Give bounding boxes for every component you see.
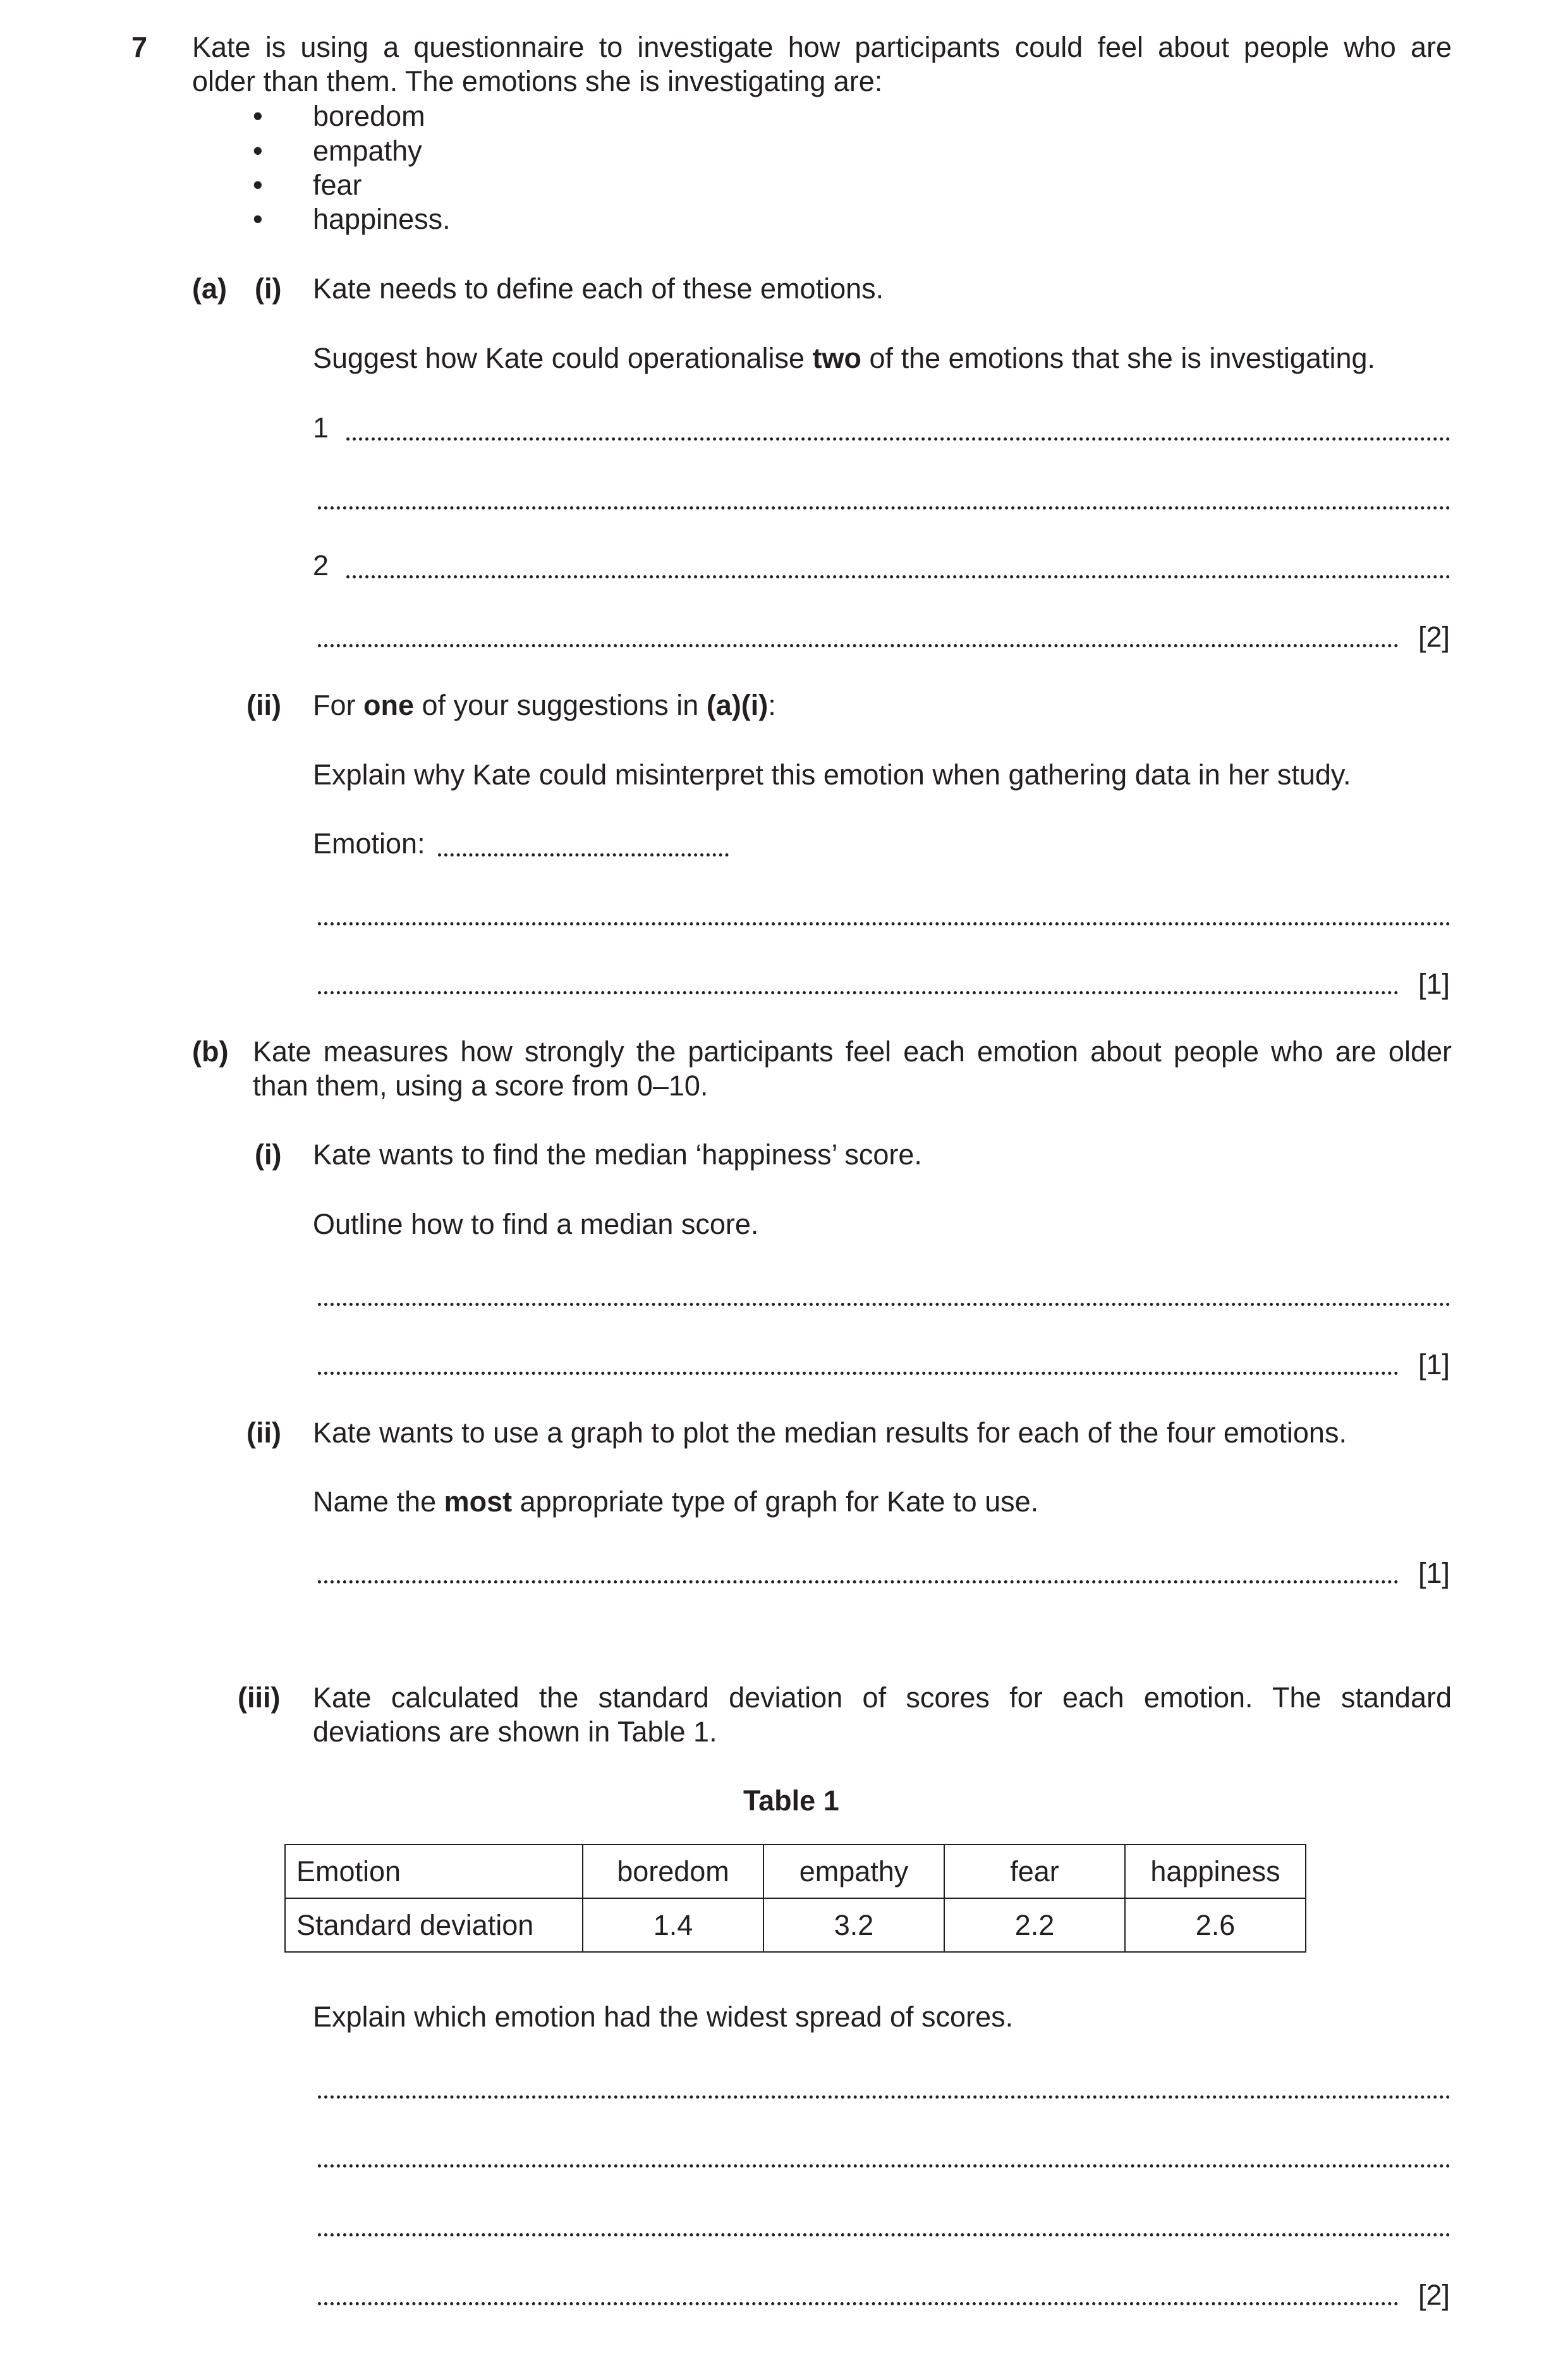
- answer-line[interactable]: [318, 991, 1399, 994]
- prompt-text: appropriate type of graph for Kate to use.: [512, 1485, 1039, 1518]
- prompt-text: of the emotions that she is investigating.: [861, 342, 1375, 374]
- marks-indicator: [2]: [1418, 621, 1450, 653]
- answer-line[interactable]: [318, 1580, 1399, 1583]
- answer-line[interactable]: [318, 2095, 1450, 2099]
- emotion-item: empathy: [313, 135, 422, 167]
- table-cell: 2.2: [944, 1898, 1125, 1952]
- part-b-iii-text-line2: deviations are shown in Table 1.: [313, 1716, 717, 1748]
- part-b-intro-line2: than them, using a score from 0–10.: [253, 1070, 708, 1102]
- part-b-i-text: Kate wants to find the median ‘happiness’ score.: [313, 1138, 922, 1171]
- table-header-cell: happiness: [1125, 1844, 1306, 1898]
- table-cell: 3.2: [763, 1898, 944, 1952]
- emotion-label: Emotion:: [313, 827, 425, 860]
- text: of your suggestions in: [414, 689, 707, 721]
- prompt-text: Name the: [313, 1485, 444, 1518]
- question-intro-line2: older than them. The emotions she is investigating are:: [192, 65, 883, 97]
- part-b-iii-text-line1: Kate calculated the standard deviation of scores for each emotion. The standard: [313, 1681, 1452, 1714]
- part-a-ii-prompt: Explain why Kate could misinterpret this emotion when gathering data in her study.: [313, 759, 1351, 791]
- emotion-item: happiness.: [313, 203, 451, 235]
- answer-line[interactable]: [346, 575, 1450, 578]
- prompt-emphasis: two: [812, 342, 862, 374]
- marks-indicator: [1]: [1418, 1557, 1450, 1589]
- emotion-answer-line[interactable]: [438, 853, 729, 857]
- table-header-row: [285, 1844, 1306, 1898]
- answer-line[interactable]: [346, 437, 1450, 441]
- table-title: Table 1: [743, 1784, 839, 1817]
- part-a-label: (a): [192, 272, 227, 305]
- part-b-iii-label: (iii): [238, 1681, 281, 1714]
- table-row-label: Standard deviation: [285, 1898, 583, 1952]
- part-a-i-prompt: [313, 341, 1375, 375]
- answer-line[interactable]: [318, 2164, 1450, 2168]
- answer-line[interactable]: [318, 2233, 1450, 2236]
- table-header-cell: boredom: [583, 1844, 763, 1898]
- answer-line[interactable]: [318, 922, 1450, 925]
- part-b-ii-label: (ii): [246, 1417, 281, 1449]
- part-b-label: (b): [192, 1035, 229, 1068]
- part-a-ii-text: [313, 688, 776, 723]
- part-a-i-text: Kate needs to define each of these emotions.: [313, 272, 884, 305]
- table-header-label: Emotion: [285, 1844, 583, 1898]
- prompt-emphasis: most: [444, 1485, 513, 1518]
- table-cell: 1.4: [583, 1898, 763, 1952]
- part-b-ii-prompt: [313, 1485, 1038, 1519]
- part-b-i-label: (i): [255, 1138, 282, 1171]
- answer-line[interactable]: [318, 1372, 1399, 1375]
- table-row: [285, 1898, 1306, 1952]
- table-cell: 2.6: [1125, 1898, 1306, 1952]
- part-b-ii-text: Kate wants to use a graph to plot the median results for each of the four emotions.: [313, 1417, 1347, 1449]
- standard-deviation-table: [284, 1844, 1306, 1953]
- text: For: [313, 689, 364, 721]
- marks-indicator: [1]: [1418, 968, 1450, 1000]
- part-a-i-label: (i): [255, 272, 282, 305]
- table-header-cell: fear: [944, 1844, 1125, 1898]
- text: :: [768, 689, 776, 721]
- answer-line[interactable]: [318, 506, 1450, 509]
- emotion-item: fear: [313, 169, 362, 201]
- table-header-cell: empathy: [763, 1844, 944, 1898]
- answer-line[interactable]: [318, 1303, 1450, 1306]
- bullet-icon: •: [253, 203, 263, 235]
- text-emphasis: (a)(i): [706, 689, 769, 721]
- emotion-item: boredom: [313, 100, 425, 132]
- part-a-ii-label: (ii): [246, 689, 281, 721]
- answer-number-2: 2: [313, 549, 329, 582]
- part-b-iii-prompt: Explain which emotion had the widest spread of scores.: [313, 2001, 1014, 2033]
- bullet-icon: •: [253, 169, 263, 201]
- marks-indicator: [2]: [1418, 2279, 1450, 2311]
- answer-number-1: 1: [313, 412, 329, 444]
- marks-indicator: [1]: [1418, 1348, 1450, 1381]
- bullet-icon: •: [253, 135, 263, 167]
- answer-line[interactable]: [318, 644, 1399, 647]
- prompt-text: Suggest how Kate could operationalise: [313, 342, 813, 374]
- question-intro-line1: Kate is using a questionnaire to investigate how participants could feel about people who are: [192, 31, 1452, 63]
- part-b-i-prompt: Outline how to find a median score.: [313, 1208, 759, 1240]
- question-number: 7: [131, 31, 148, 63]
- bullet-icon: •: [253, 100, 263, 132]
- part-b-intro-line1: Kate measures how strongly the participants feel each emotion about people who are older: [253, 1035, 1452, 1068]
- text-emphasis: one: [363, 689, 415, 721]
- answer-line[interactable]: [318, 2302, 1399, 2305]
